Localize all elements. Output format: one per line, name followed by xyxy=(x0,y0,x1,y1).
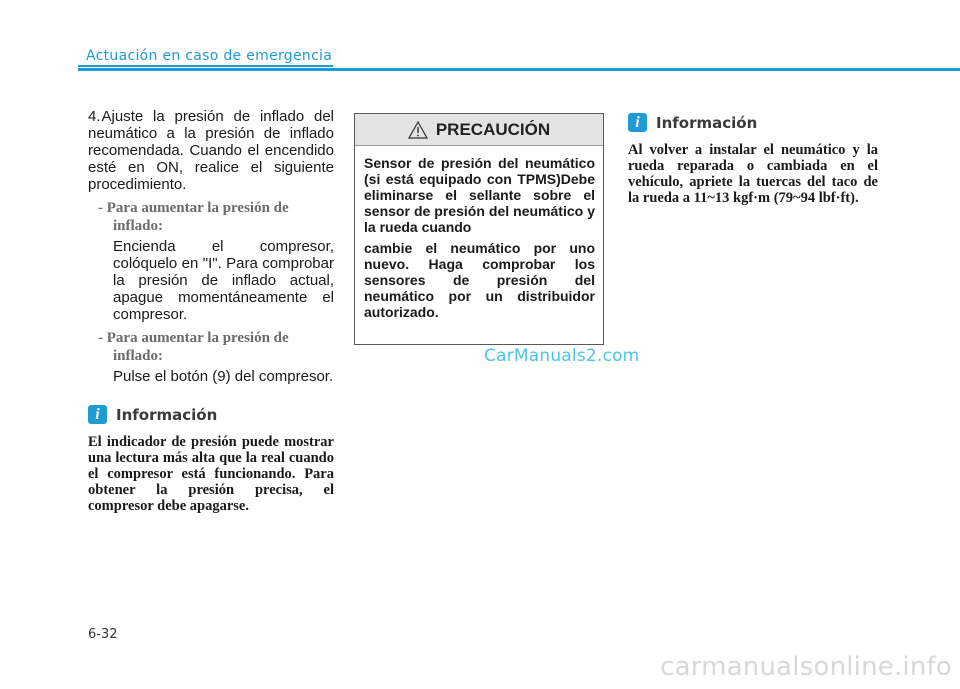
substep-2 xyxy=(88,329,334,385)
caution-paragraph-1: Sensor de presión del neumático (si está equipado con TPMS)Debe eliminarse el sellante sobre el sensor de presión del neumático y la rueda cuando xyxy=(364,155,595,235)
caution-box xyxy=(354,113,604,345)
page-number: 6-32 xyxy=(88,627,118,642)
footer-watermark: carmanualsonline.info xyxy=(660,652,952,682)
info-title: Información xyxy=(116,405,218,424)
info-heading-right xyxy=(628,113,878,132)
middle-column xyxy=(354,113,606,345)
step-text: Ajuste la presión de inflado del neumático a la presión de inflado recomendada. Cuando el encendido esté en ON, realice el siguiente procedimiento. xyxy=(88,108,334,193)
warning-triangle-icon xyxy=(408,121,428,139)
step-number: 4. xyxy=(88,108,101,125)
section-title: Actuación en caso de emergencia xyxy=(86,48,333,64)
caution-title: PRECAUCIÓN xyxy=(435,119,551,139)
header-rule xyxy=(78,68,960,71)
right-column xyxy=(628,113,878,206)
info-icon: i xyxy=(88,405,107,424)
info-text-left: El indicador de presión puede mostrar una lectura más alta que la real cuando el compresor está funcionando. Para obtener la presión precisa, el compresor debe apagarse. xyxy=(88,434,334,514)
watermark-link[interactable]: CarManuals2.com xyxy=(484,346,640,366)
caution-header xyxy=(355,114,603,146)
substep-1 xyxy=(88,199,334,323)
step-4 xyxy=(88,108,334,193)
info-text-right: Al volver a instalar el neumático y la rueda reparada o cambiada en el vehículo, apriete la tuercas del taco de la rueda a 11~13 kgf·m (79~94 lbf·ft). xyxy=(628,142,878,206)
left-column xyxy=(88,108,334,514)
substep-2-heading: - Para aumentar la presión de inflado: xyxy=(98,330,289,364)
caution-body xyxy=(355,146,603,320)
caution-paragraph-2: cambie el neumático por uno nuevo. Haga comprobar los sensores de presión del neumático por un distribuidor autorizado. xyxy=(364,240,595,320)
info-icon: i xyxy=(628,113,647,132)
substep-2-text: Pulse el botón (9) del compresor. xyxy=(113,368,334,385)
info-block-right xyxy=(628,113,878,206)
info-title: Información xyxy=(656,113,758,132)
info-heading-left xyxy=(88,405,334,424)
substep-1-text: Encienda el compresor, colóquelo en "I". Para comprobar la presión de inflado actual, apague momentáneamente el compresor. xyxy=(113,238,334,323)
substep-1-heading: - Para aumentar la presión de inflado: xyxy=(98,200,289,234)
